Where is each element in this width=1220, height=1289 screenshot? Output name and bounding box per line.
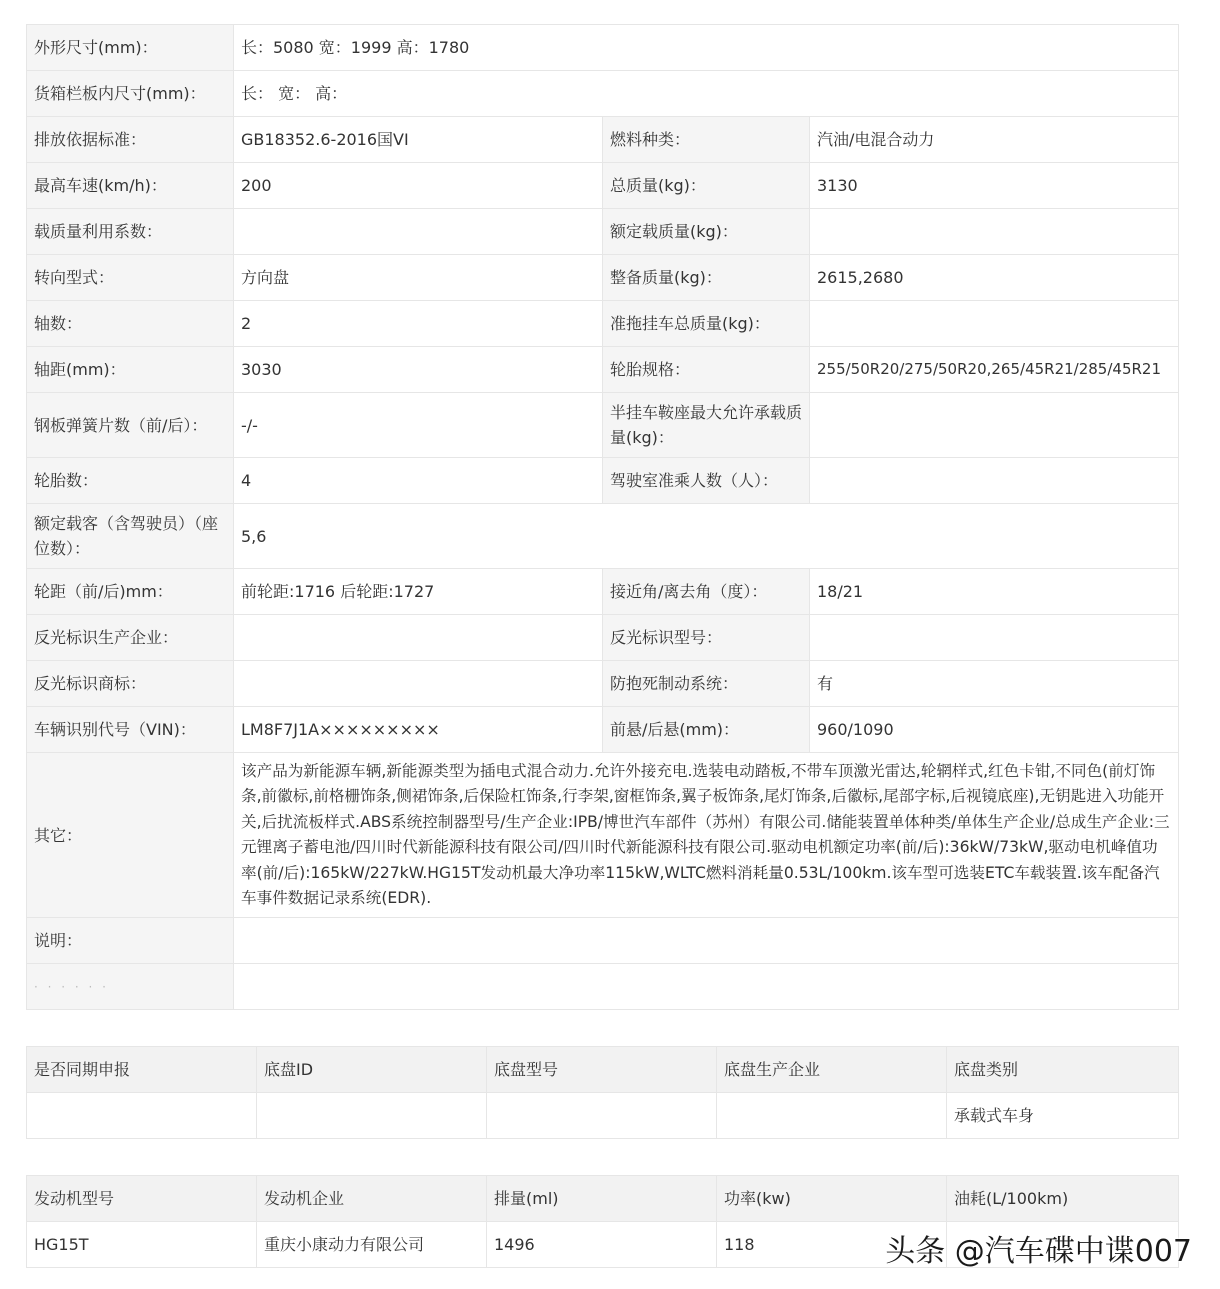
spec-label: 额定载质量(kg)： xyxy=(603,209,810,255)
remark-label: 说明： xyxy=(27,918,234,964)
spec-label: 外形尺寸(mm)： xyxy=(27,25,234,71)
spec-value: 2 xyxy=(234,301,603,347)
spec-value xyxy=(810,393,1179,458)
spec-label: 钢板弹簧片数（前/后）： xyxy=(27,393,234,458)
spec-label: 反光标识生产企业： xyxy=(27,615,234,661)
spec-row xyxy=(27,301,1179,347)
spec-row xyxy=(27,209,1179,255)
spec-label: 轮胎数： xyxy=(27,458,234,504)
spec-label: 最高车速(km/h)： xyxy=(27,163,234,209)
spec-label: 总质量(kg)： xyxy=(603,163,810,209)
blurred-label: · · · · · · xyxy=(27,964,234,1010)
spec-value: 2615,2680 xyxy=(810,255,1179,301)
spec-row xyxy=(27,661,1179,707)
engine-header: 发动机企业 xyxy=(257,1176,487,1222)
spec-value xyxy=(234,209,603,255)
spec-value: 3130 xyxy=(810,163,1179,209)
chassis-header: 是否同期申报 xyxy=(27,1047,257,1093)
spec-value: 长：5080 宽：1999 高：1780 xyxy=(234,25,1179,71)
spec-label: 额定载客（含驾驶员）（座位数）： xyxy=(27,504,234,569)
spec-row xyxy=(27,569,1179,615)
spec-row-other xyxy=(27,753,1179,918)
spec-label: 排放依据标准： xyxy=(27,117,234,163)
blank-value xyxy=(234,964,1179,1010)
spec-value: -/- xyxy=(234,393,603,458)
engine-header: 排量(ml) xyxy=(487,1176,717,1222)
spec-value: 有 xyxy=(810,661,1179,707)
spec-value xyxy=(234,615,603,661)
chassis-header: 底盘型号 xyxy=(487,1047,717,1093)
spec-value xyxy=(810,301,1179,347)
spec-row xyxy=(27,707,1179,753)
engine-header: 油耗(L/100km) xyxy=(947,1176,1179,1222)
spec-row xyxy=(27,504,1179,569)
spec-value: 3030 xyxy=(234,347,603,393)
spec-label: 反光标识型号： xyxy=(603,615,810,661)
spec-value: 255/50R20/275/50R20,265/45R21/285/45R21 xyxy=(810,347,1179,393)
chassis-row xyxy=(27,1093,1179,1139)
remark-value xyxy=(234,918,1179,964)
spec-value xyxy=(810,615,1179,661)
spec-row-remark xyxy=(27,918,1179,964)
spec-label: 载质量利用系数： xyxy=(27,209,234,255)
engine-cell: 重庆小康动力有限公司 xyxy=(257,1222,487,1268)
chassis-cell: 承载式车身 xyxy=(947,1093,1179,1139)
spec-value: LM8F7J1A××××××××× xyxy=(234,707,603,753)
engine-header: 发动机型号 xyxy=(27,1176,257,1222)
watermark: 头条 @汽车碟中谍007 xyxy=(885,1234,1192,1269)
engine-header: 功率(kw) xyxy=(717,1176,947,1222)
spec-value: 960/1090 xyxy=(810,707,1179,753)
engine-header-row xyxy=(27,1176,1179,1222)
spec-value: 前轮距:1716 后轮距:1727 xyxy=(234,569,603,615)
spec-row-dimensions xyxy=(27,25,1179,71)
spec-value: GB18352.6-2016国VI xyxy=(234,117,603,163)
spec-label: 车辆识别代号（VIN)： xyxy=(27,707,234,753)
chassis-header: 底盘ID xyxy=(257,1047,487,1093)
chassis-header: 底盘类别 xyxy=(947,1047,1179,1093)
spec-label: 货箱栏板内尺寸(mm)： xyxy=(27,71,234,117)
spec-label: 整备质量(kg)： xyxy=(603,255,810,301)
spec-value xyxy=(234,661,603,707)
spec-label: 轮距（前/后)mm： xyxy=(27,569,234,615)
chassis-cell xyxy=(27,1093,257,1139)
spec-value: 18/21 xyxy=(810,569,1179,615)
spec-label: 半挂车鞍座最大允许承载质量(kg)： xyxy=(603,393,810,458)
spec-label: 轴距(mm)： xyxy=(27,347,234,393)
spec-label: 转向型式： xyxy=(27,255,234,301)
spec-label: 反光标识商标： xyxy=(27,661,234,707)
spec-row xyxy=(27,458,1179,504)
spec-label: 准拖挂车总质量(kg)： xyxy=(603,301,810,347)
chassis-cell xyxy=(487,1093,717,1139)
other-label: 其它： xyxy=(27,753,234,918)
spec-label: 前悬/后悬(mm)： xyxy=(603,707,810,753)
engine-cell: HG15T xyxy=(27,1222,257,1268)
spec-row xyxy=(27,393,1179,458)
chassis-cell xyxy=(717,1093,947,1139)
spec-value: 5,6 xyxy=(234,504,1179,569)
other-text: 该产品为新能源车辆,新能源类型为插电式混合动力.允许外接充电.选装电动踏板,不带车顶激光雷达,轮辋样式,红色卡钳,不同色(前灯饰条,前徽标,前格栅饰条,侧裙饰条,后保险杠饰条,行李架,窗框饰条,翼子板饰条,尾灯饰条,后徽标,尾部字标,后视镜底座),无钥匙进入功能开关,后扰流板样式.ABS系统控制器型号/生产企业:IPB/博世汽车部件（苏州）有限公司.储能装置单体种类/单体生产企业/总成生产企业:三元锂离子蓄电池/四川时代新能源科技有限公司/四川时代新能源科技有限公司.驱动电机额定功率(前/后):36kW/73kW,驱动电机峰值功率(前/后):165kW/227kW.HG15T发动机最大净功率115kW,WLTC燃料消耗量0.53L/100km.该车型可选装ETC车载装置.该车配备汽车事件数据记录系统(EDR). xyxy=(234,753,1179,918)
spec-value xyxy=(810,458,1179,504)
chassis-header: 底盘生产企业 xyxy=(717,1047,947,1093)
spec-value xyxy=(810,209,1179,255)
spec-label: 接近角/离去角（度）： xyxy=(603,569,810,615)
spec-value: 4 xyxy=(234,458,603,504)
chassis-cell xyxy=(257,1093,487,1139)
spec-row xyxy=(27,117,1179,163)
spec-row-blank xyxy=(27,964,1179,1010)
spec-label: 轴数： xyxy=(27,301,234,347)
engine-cell: 1496 xyxy=(487,1222,717,1268)
spec-label: 燃料种类： xyxy=(603,117,810,163)
spec-row xyxy=(27,163,1179,209)
spec-value: 长： 宽： 高： xyxy=(234,71,1179,117)
chassis-header-row xyxy=(27,1047,1179,1093)
spec-row xyxy=(27,255,1179,301)
chassis-table xyxy=(26,1046,1179,1139)
spec-label: 轮胎规格： xyxy=(603,347,810,393)
spec-row xyxy=(27,615,1179,661)
spec-table xyxy=(26,24,1179,1010)
spec-label: 防抱死制动系统： xyxy=(603,661,810,707)
engine-cell: 118 xyxy=(717,1222,947,1268)
spec-row xyxy=(27,347,1179,393)
spec-row-cargo-dimensions xyxy=(27,71,1179,117)
spec-value: 方向盘 xyxy=(234,255,603,301)
spec-value: 200 xyxy=(234,163,603,209)
spec-label: 驾驶室准乘人数（人）： xyxy=(603,458,810,504)
spec-value: 汽油/电混合动力 xyxy=(810,117,1179,163)
